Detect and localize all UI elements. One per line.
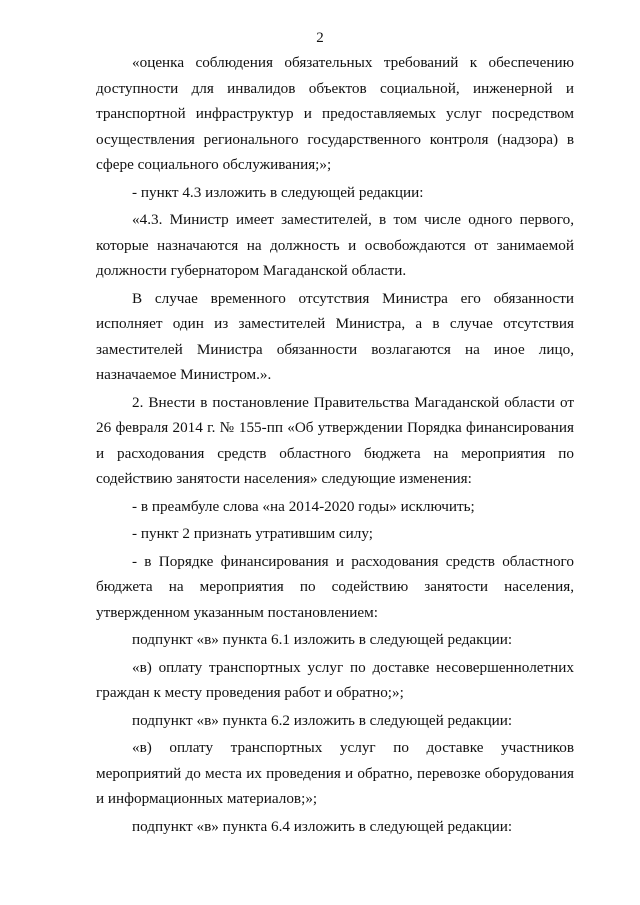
document-body — [96, 50, 574, 841]
paragraph-6-2-text: «в) оплату транспортных услуг по доставке участников мероприятий до места их проведения и обратно, перевозке оборудования и информационных материалов;»; — [96, 739, 574, 807]
page-number: 2 — [316, 30, 324, 46]
paragraph-item-2-void: - пункт 2 признать утратившим силу; — [132, 525, 373, 542]
paragraph-section-2: 2. Внести в постановление Правительства Магаданской области от 26 февраля 2014 г. № 155-пп «Об утверждении Порядка финансирования и расходования средств областного бюджета на мероприятия по содействию занятости населения» следующие изменения: — [96, 393, 574, 487]
paragraph-6-1-text: «в) оплату транспортных услуг по доставке несовершеннолетних граждан к месту проведения работ и обратно;»; — [96, 658, 574, 701]
paragraph-minister-absence: В случае временного отсутствия Министра его обязанности исполняет один из заместителей Министра, а в случае отсутствия заместителей Министра обязанности возлагаются на иное лицо, назначаемое Министром.». — [96, 289, 574, 383]
paragraph-item-4-3-intro: - пункт 4.3 изложить в следующей редакции: — [132, 183, 424, 201]
paragraph-6-1-intro: подпункт «в» пункта 6.1 изложить в следующей редакции: — [132, 631, 513, 648]
paragraph-assessment-clause: «оценка соблюдения обязательных требований к обеспечению доступности для инвалидов объектов социальной, инженерной и транспортной инфраструктур и предоставляемых услуг посредством осуществления регионального государственного контроля (надзора) в сфере социального обслуживания;»; — [96, 54, 574, 173]
paragraph-6-4-intro: подпункт «в» пункта 6.4 изложить в следующей редакции: — [132, 817, 513, 835]
paragraph-6-2-intro: подпункт «в» пункта 6.2 изложить в следующей редакции: — [132, 711, 513, 729]
paragraph-item-4-3-text: «4.3. Министр имеет заместителей, в том числе одного первого, которые назначаются на должность и освобождаются от занимаемой должности губернатором Магаданской области. — [96, 211, 574, 279]
paragraph-procedure-changes: - в Порядке финансирования и расходования средств областного бюджета на мероприятия по содействию занятости населения, утвержденном указанным постановлением: — [96, 552, 574, 621]
paragraph-preamble-change: - в преамбуле слова «на 2014-2020 годы» исключить; — [132, 497, 475, 515]
